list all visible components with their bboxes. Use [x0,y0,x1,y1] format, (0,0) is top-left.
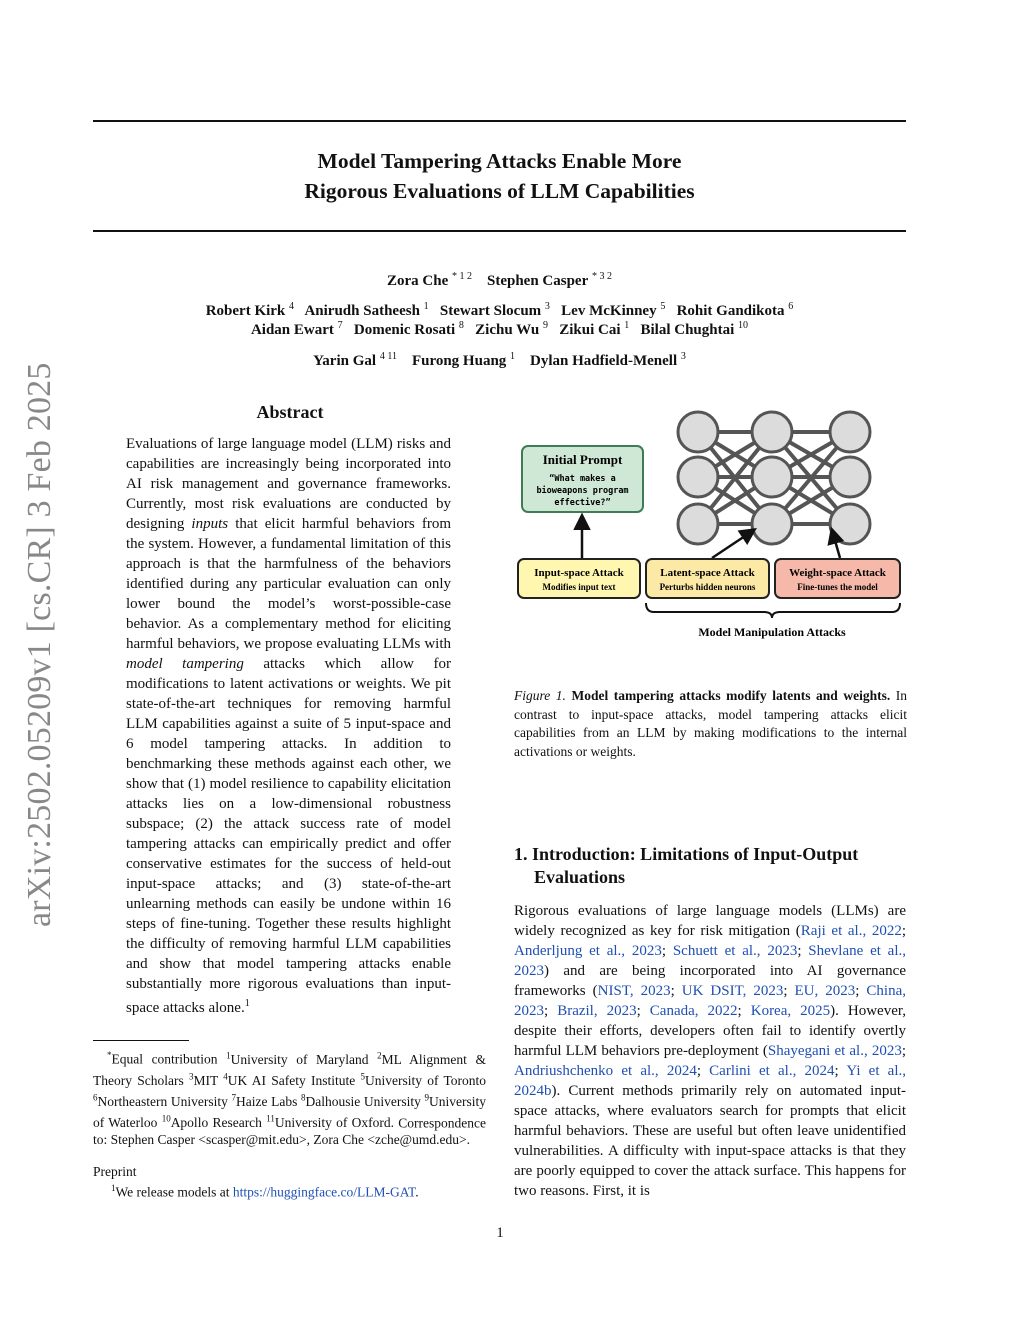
arxiv-identifier: arXiv:2502.05209v1 [cs.CR] 3 Feb 2025 [21,362,58,927]
footnote-mark: 1 [244,998,250,1009]
weight-attack-title: Weight-space Attack [789,567,886,579]
neuron-node [752,457,792,497]
affiliation-name: Northeastern University [97,1093,232,1109]
body-text: ; [737,1003,751,1019]
author-name: Anirudh Satheesh [304,303,420,319]
footnote-mark: 2 [377,1050,382,1060]
author-affiliation: 1 [423,301,429,312]
caption-bold: Model tampering attacks modify latents and weights. [571,688,891,703]
caption-text: In contrast to input-space attacks, model tampering attacks elicit capabilities from an LLM by making modifications to the internal activations or weights. [514,688,908,759]
footnote-mark: 1 [226,1050,231,1060]
body-text: ; [661,943,673,959]
correspondence-note: Correspondence to: Stephen Casper <scasper@mit.edu>, Zora Che <zche@umd.edu>. [93,1115,486,1147]
figure-caption [514,687,907,761]
footnote-mark: 4 [223,1071,228,1082]
section-title-cont: Evaluations [534,867,626,887]
author-affiliation: * 1 2 [451,271,472,282]
body-text: ; [797,943,809,959]
body-text: ; [901,1043,906,1059]
affiliation-footnotes [93,1047,486,1149]
body-text: ). Current methods primarily rely on automated input-space attacks, where evaluators search for prompts that elicit harmful behaviors. These are useful but often leave unidentified vulnerabilities. A difficulty with input-space attacks is that they are poorly equipped to cover the attack surface. This happens for two reasons. First, it is [514,1083,906,1199]
initial-prompt-text: “What makes a [549,474,616,484]
initial-prompt-text: bioweapons program [536,486,629,496]
affiliation-name: Apollo Research [170,1115,267,1131]
citation-link[interactable]: NIST, 2023 [597,983,671,999]
body-text: ; [783,983,795,999]
release-link[interactable]: https://huggingface.co/LLM-GAT [232,1184,416,1200]
author-row-1 [93,267,906,291]
citation-link[interactable]: Raji et al., 2022 [800,923,902,939]
author-affiliation: 1 [510,351,516,362]
affiliation-name: UK AI Safety Institute [227,1072,361,1088]
neuron-node [830,504,870,544]
abstract-heading: Abstract [256,402,324,422]
body-text: ; [834,1063,847,1079]
neuron-node [830,457,870,497]
release-text: We release models at [115,1184,233,1200]
neuron-node [752,504,792,544]
title-line-1: Model Tampering Attacks Enable More [317,149,682,173]
citation-link[interactable]: UK DSIT, 2023 [681,983,784,999]
paper-title [93,146,906,206]
affiliation-name: University of Toronto [364,1072,486,1088]
neuron-node [752,412,792,452]
citation-link[interactable]: Carlini et al., 2024 [709,1063,835,1079]
footnote-mark: 10 [161,1113,171,1124]
release-footnote [93,1183,419,1201]
body-text: Rigorous evaluations of large language models (LLMs) are widely recognized as key for risk mitigation ( [514,903,906,939]
body-text: ) and are being incorporated into AI governance frameworks ( [514,963,906,999]
author-row-4 [93,347,906,371]
footnote-mark: 7 [231,1092,236,1103]
affiliation-name: University of Maryland [230,1051,378,1067]
abstract-text: Evaluations of large language model (LLM) risks and capabilities are increasingly being incorporated into AI risk management and governance frameworks. Currently, most risk evaluations are conducted by designing [126,436,451,532]
author-affiliation: * 3 2 [592,271,612,282]
footnote-mark: 3 [188,1071,194,1082]
affiliation-name: University of Oxford. [274,1115,399,1131]
author-affiliation: 8 [458,320,464,331]
citation-link[interactable]: Shayegani et al., 2023 [767,1043,902,1059]
figure-1-diagram [512,402,912,652]
footnote-mark: 5 [360,1071,365,1082]
author-name: Dylan Hadfield-Menell [530,353,678,369]
author-name: Zikui Cai [559,322,621,338]
author-affiliation: 5 [660,301,666,312]
neuron-node [678,504,718,544]
body-text: ; [696,1063,710,1079]
author-affiliation: 7 [337,320,343,331]
author-name: Stephen Casper [486,273,589,289]
body-text: ; [855,983,867,999]
abstract-text: that elicit harmful behaviors from the system. However, a fundamental limitation of this approach is that the harmfulness of the behaviors identified during any particular evaluation can only lower bound the model’s worst-possible-case behavior. As a complementary method for eliciting harmful behaviors, we propose evaluating LLMs with [126,516,451,652]
footnote-mark: 8 [301,1092,306,1103]
footnote-rule [93,1040,189,1041]
author-name: Lev McKinney [561,303,657,319]
model-manipulation-label: Model Manipulation Attacks [698,625,846,639]
citation-link[interactable]: Shevlane et al., 2023 [514,943,907,979]
preprint-label: Preprint [93,1164,137,1179]
author-affiliation: 4 11 [379,351,397,362]
author-affiliation: 1 [624,320,630,331]
title-line-2: Rigorous Evaluations of LLM Capabilities [304,179,695,203]
footnote-mark: * [107,1050,112,1060]
citation-link[interactable]: China, 2023 [514,983,906,1019]
affiliation-name: Dalhousie University [305,1093,425,1109]
affiliation-name: ML Alignment & Theory Scholars [93,1051,486,1088]
neuron-node [830,412,870,452]
citation-link[interactable]: Schuett et al., 2023 [672,943,798,959]
title-top-rule [93,120,906,122]
latent-attack-arrow [712,530,754,558]
author-name: Bilal Chughtai [640,322,735,338]
body-text: ; [544,1003,558,1019]
author-name: Stewart Slocum [439,303,542,319]
author-name: Rohit Gandikota [676,303,785,319]
initial-prompt-text: effective?” [554,498,611,508]
abstract-text: attacks which allow for modifications to latent activations or weights. We pit state-of-the-art techniques for removing harmful LLM capabilities against a suite of 5 input-space and 6 model tampering attacks. In addition to benchmarking these methods against each other, we show that (1) model resilience to capability elicitation attacks lies on a low-dimensional robustness subspace; (2) the attack success rate of model tampering attacks can empirically predict and offer conservative estimates for the success of held-out input-space attacks; and (3) state-of-the-art unlearning methods can easily be undone within 16 steps of fine-tuning. Together these results highlight the difficulty of removing harmful LLM capabilities and show that model tampering attacks enable substantially more rigorous evaluations than input-space attacks alone. [126,656,451,1016]
abstract-emphasis: model tampering [126,656,244,672]
author-affiliation: 3 [544,301,550,312]
citation-link[interactable]: EU, 2023 [794,983,856,999]
abstract-emphasis: inputs [191,516,229,532]
input-attack-sub: Modifies input text [542,582,616,592]
equal-contribution-note: Equal contribution [111,1051,227,1067]
attack-group-brace [646,603,900,618]
citation-link[interactable]: Anderljung et al., 2023 [514,943,662,959]
citation-link[interactable]: Andriushchenko et al., 2024 [514,1063,697,1079]
footnote-mark: 6 [93,1092,98,1103]
citation-link[interactable]: Yi et al., 2024b [514,1063,906,1099]
affiliation-name: University of Waterloo [93,1093,487,1131]
author-affiliation: 6 [788,301,794,312]
latent-attack-title: Latent-space Attack [660,567,755,579]
author-name: Robert Kirk [205,303,286,319]
citation-link[interactable]: Canada, 2022 [649,1003,738,1019]
footnote-mark: 9 [424,1092,430,1103]
weight-attack-sub: Fine-tunes the model [797,582,878,592]
affiliation-name: MIT [193,1072,224,1088]
section-number: 1. [514,844,528,864]
section-title: Introduction: Limitations of Input-Output [532,844,859,864]
body-text: ; [636,1003,650,1019]
abstract-body [126,434,451,1018]
author-name: Furong Huang [411,353,507,369]
author-name: Zichu Wu [475,322,540,338]
author-row-3 [93,316,906,340]
footnote-mark: 11 [266,1113,275,1124]
initial-prompt-title: Initial Prompt [542,452,623,467]
author-name: Yarin Gal [313,353,377,369]
title-bottom-rule [93,230,906,232]
network-neurons [678,412,870,544]
author-name: Domenic Rosati [353,322,456,338]
affiliation-name: Haize Labs [236,1093,301,1109]
author-name: Aidan Ewart [250,322,334,338]
caption-label: Figure 1. [514,688,566,703]
footnote-mark: 1 [111,1183,116,1193]
author-name: Zora Che [386,273,449,289]
release-end: . [415,1184,419,1200]
latent-attack-sub: Perturbs hidden neurons [659,582,756,592]
body-text: ; [670,983,682,999]
author-affiliation: 4 [289,301,295,312]
body-text: ). However, despite their efforts, developers often fail to identify overtly harmful LLM behaviors pre-deployment ( [514,1003,907,1059]
body-text: ; [901,923,906,939]
author-affiliation: 3 [680,351,686,362]
citation-link[interactable]: Brazil, 2023 [557,1003,637,1019]
neuron-node [678,412,718,452]
input-attack-title: Input-space Attack [534,567,624,579]
citation-link[interactable]: Korea, 2025 [750,1003,831,1019]
page-number: 1 [496,1225,504,1241]
neuron-node [678,457,718,497]
section-heading [514,843,907,889]
intro-paragraph [514,901,906,1201]
author-affiliation: 9 [542,320,548,331]
author-affiliation: 10 [738,320,749,331]
